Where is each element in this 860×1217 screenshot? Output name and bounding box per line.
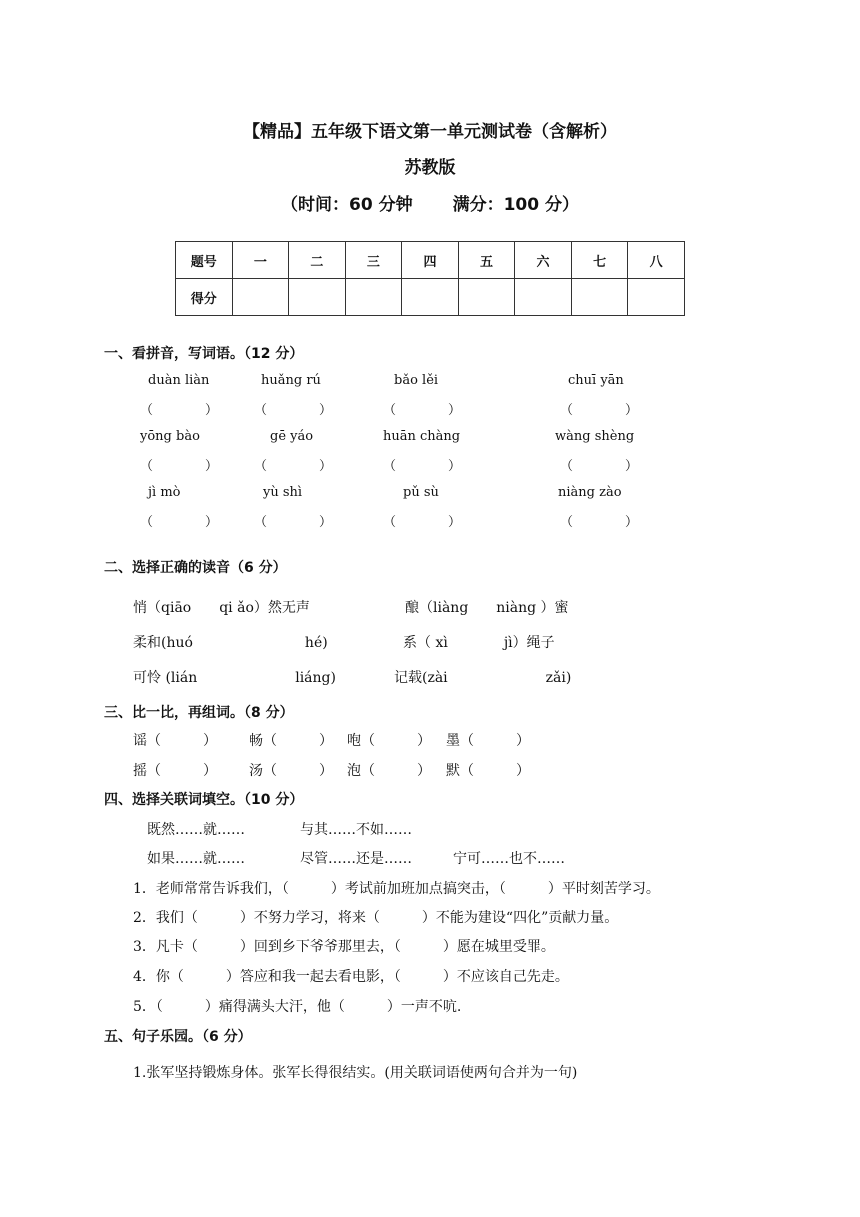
compare-item: 墨（ ） — [446, 733, 530, 749]
table-column-header: 二 — [289, 242, 346, 279]
compare-item: 谣（ ） — [133, 733, 217, 749]
answer-bracket: （ ） — [254, 515, 333, 530]
time-limit: （时间：60 分钟 — [281, 195, 413, 215]
score-cell — [402, 279, 459, 316]
compare-item: 泡（ ） — [347, 763, 431, 779]
answer-bracket: （ ） — [254, 459, 333, 474]
score-cell — [628, 279, 685, 316]
reading-item: 悄（qiāo qi ǎo）然无声 — [133, 600, 310, 616]
answer-bracket: （ ） — [140, 403, 219, 418]
exam-timing — [0, 190, 860, 215]
pinyin-item: huān chàng — [383, 429, 461, 444]
answer-bracket: （ ） — [560, 403, 639, 418]
score-table — [175, 241, 685, 316]
question-item: 3．凡卡（ ）回到乡下爷爷那里去，（ ）愿在城里受罪。 — [133, 939, 555, 955]
answer-bracket: （ ） — [560, 515, 639, 530]
question-item: 5．（ ）痛得满头大汗，他（ ）一声不吭. — [133, 999, 462, 1015]
section-3-heading: 三、比一比，再组词。（8 分） — [104, 705, 294, 721]
answer-bracket: （ ） — [383, 459, 462, 474]
pinyin-item: duàn liàn — [148, 373, 210, 388]
answer-bracket: （ ） — [140, 459, 219, 474]
table-row — [176, 279, 685, 316]
reading-item: 记载(zài zǎi) — [394, 670, 572, 686]
table-column-header: 八 — [628, 242, 685, 279]
section-2-heading: 二、选择正确的读音（6 分） — [104, 560, 287, 576]
pinyin-item: niàng zào — [558, 485, 622, 500]
section-1-heading: 一、看拼音，写词语。（12 分） — [104, 346, 304, 362]
table-column-header: 五 — [458, 242, 515, 279]
page-title: 【精品】五年级下语文第一单元测试卷（含解析） — [243, 122, 617, 142]
compare-item: 默（ ） — [446, 763, 530, 779]
answer-bracket: （ ） — [383, 403, 462, 418]
conjunction-option: 与其……不如…… — [300, 822, 412, 838]
score-cell — [345, 279, 402, 316]
reading-item: 可怜 (lián liáng) — [133, 670, 336, 686]
conjunction-option: 尽管……还是…… — [300, 851, 412, 867]
answer-bracket: （ ） — [140, 515, 219, 530]
pinyin-item: pǔ sù — [403, 485, 439, 500]
score-cell — [232, 279, 289, 316]
compare-item: 汤（ ） — [249, 763, 333, 779]
pinyin-item: yōng bào — [140, 429, 200, 444]
table-row-label: 得分 — [176, 279, 233, 316]
table-column-header: 三 — [345, 242, 402, 279]
reading-item: 柔和(huó hé) — [133, 635, 328, 651]
page-subtitle: 苏教版 — [404, 158, 456, 178]
reading-item: 酿（liàng niàng ）蜜 — [405, 600, 569, 616]
question-item: 1．老师常常告诉我们，（ ）考试前加班加点搞突击，（ ）平时刻苦学习。 — [133, 881, 660, 897]
table-column-header: 六 — [515, 242, 572, 279]
section-5-heading: 五、句子乐园。（6 分） — [104, 1029, 252, 1045]
conjunction-option: 既然……就…… — [147, 822, 245, 838]
answer-bracket: （ ） — [560, 459, 639, 474]
table-column-header: 四 — [402, 242, 459, 279]
pinyin-item: huǎng rú — [261, 373, 321, 388]
reading-item: 系（ xì jì）绳子 — [403, 635, 555, 651]
full-score: 满分：100 分） — [452, 195, 579, 215]
conjunction-option: 如果……就…… — [147, 851, 245, 867]
conjunction-option: 宁可……也不…… — [453, 851, 565, 867]
pinyin-item: wàng shèng — [555, 429, 635, 444]
question-item: 1.张军坚持锻炼身体。张军长得很结实。(用关联词语使两句合并为一句) — [133, 1065, 578, 1081]
answer-bracket: （ ） — [383, 515, 462, 530]
table-row — [176, 242, 685, 279]
question-item: 4．你（ ）答应和我一起去看电影，（ ）不应该自己先走。 — [133, 969, 569, 985]
pinyin-item: bǎo lěi — [394, 373, 439, 388]
pinyin-item: yù shì — [263, 485, 303, 500]
score-cell — [515, 279, 572, 316]
pinyin-item: chuī yān — [568, 373, 624, 388]
pinyin-item: gē yáo — [270, 429, 314, 444]
compare-item: 畅（ ） — [249, 733, 333, 749]
score-cell — [458, 279, 515, 316]
answer-bracket: （ ） — [254, 403, 333, 418]
section-4-heading: 四、选择关联词填空。（10 分） — [104, 792, 304, 808]
score-cell — [289, 279, 346, 316]
table-header-label: 题号 — [176, 242, 233, 279]
table-column-header: 一 — [232, 242, 289, 279]
table-column-header: 七 — [571, 242, 628, 279]
compare-item: 摇（ ） — [133, 763, 217, 779]
compare-item: 咆（ ） — [347, 733, 431, 749]
score-cell — [571, 279, 628, 316]
question-item: 2．我们（ ）不努力学习，将来（ ）不能为建设“四化”贡献力量。 — [133, 910, 619, 926]
pinyin-item: jì mò — [148, 485, 181, 500]
